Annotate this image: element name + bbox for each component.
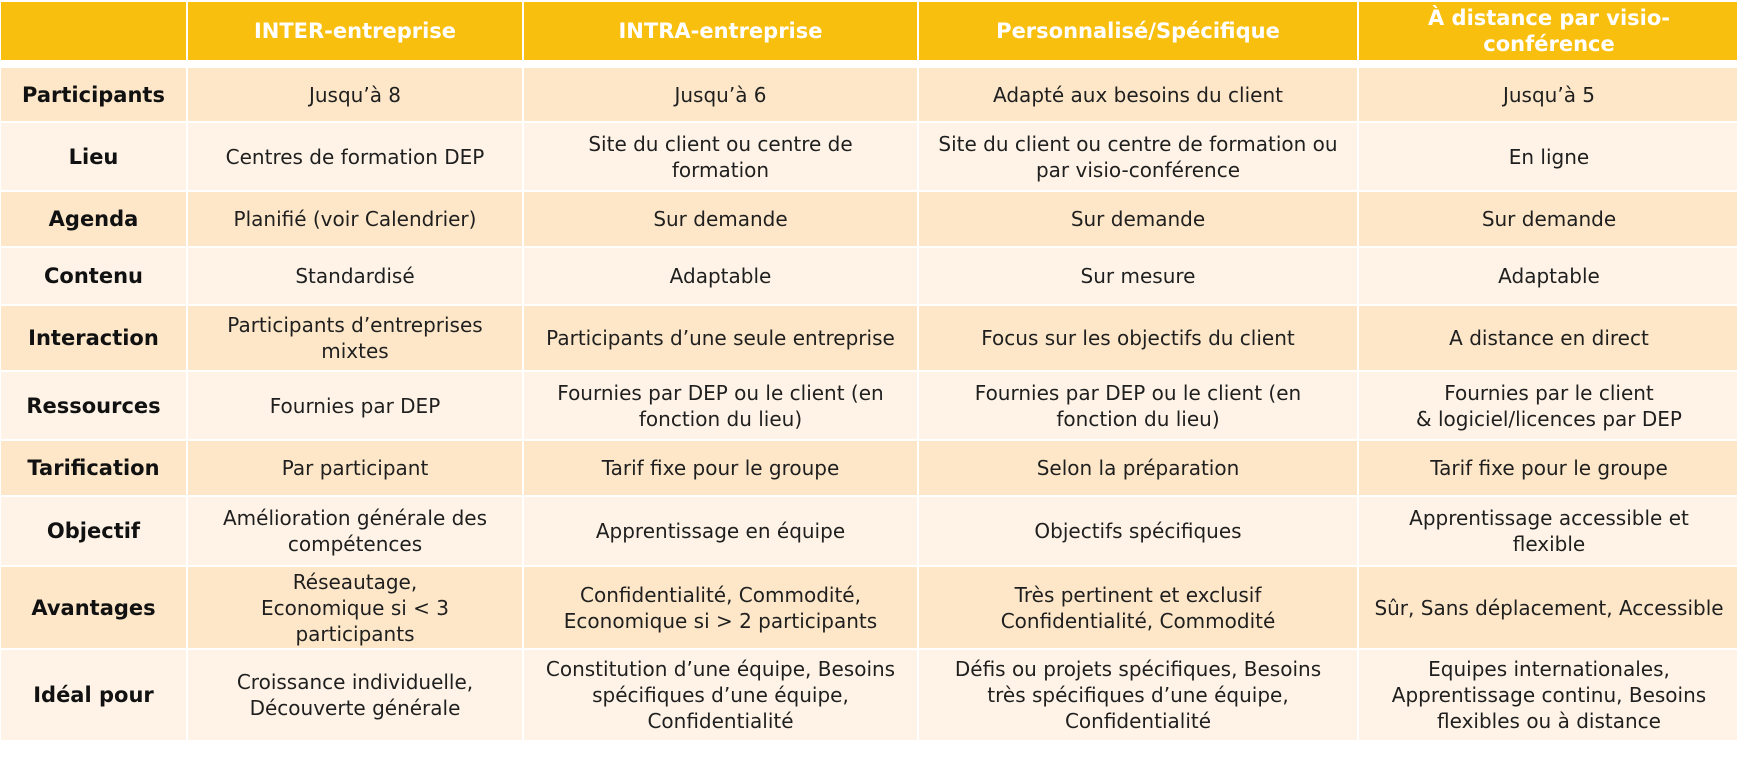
table-cell: Fournies par DEP ou le client (en fonction du lieu) <box>919 372 1357 441</box>
table-cell: Fournies par DEP ou le client (en fonction du lieu) <box>524 372 917 441</box>
table-cell: Selon la préparation <box>919 441 1357 497</box>
table-cell: Confidentialité, Commodité, Economique si > 2 participants <box>524 567 917 650</box>
table-cell: Focus sur les objectifs du client <box>919 306 1357 372</box>
row-label-agenda: Agenda <box>1 192 186 248</box>
table-cell: Jusqu’à 6 <box>524 68 917 123</box>
header-gap <box>1 60 186 68</box>
table-cell: Défis ou projets spécifiques, Besoins très spécifiques d’une équipe, Confidentialité <box>919 650 1357 742</box>
table-cell: En ligne <box>1359 123 1737 192</box>
row-label-participants: Participants <box>1 68 186 123</box>
table-cell: Fournies par le client & logiciel/licences par DEP <box>1359 372 1737 441</box>
table-cell: Croissance individuelle, Découverte générale <box>188 650 522 742</box>
comparison-table <box>1 2 1736 742</box>
table-cell: Tarif fixe pour le groupe <box>1359 441 1737 497</box>
header-corner-cell <box>1 2 186 60</box>
table-cell: Tarif fixe pour le groupe <box>524 441 917 497</box>
header-a-distance: À distance par visio-conférence <box>1359 2 1737 60</box>
table-cell: A distance en direct <box>1359 306 1737 372</box>
table-cell: Très pertinent et exclusif Confidentialité, Commodité <box>919 567 1357 650</box>
table-cell: Site du client ou centre de formation <box>524 123 917 192</box>
table-cell: Centres de formation DEP <box>188 123 522 192</box>
table-cell: Sur mesure <box>919 248 1357 306</box>
table-cell: Sûr, Sans déplacement, Accessible <box>1359 567 1737 650</box>
row-label-tarification: Tarification <box>1 441 186 497</box>
row-label-ressources: Ressources <box>1 372 186 441</box>
table-cell: Objectifs spécifiques <box>919 497 1357 567</box>
table-cell: Planifié (voir Calendrier) <box>188 192 522 248</box>
table-cell: Amélioration générale des compétences <box>188 497 522 567</box>
table-cell: Participants d’entreprises mixtes <box>188 306 522 372</box>
table-cell: Adaptable <box>524 248 917 306</box>
table-cell: Adapté aux besoins du client <box>919 68 1357 123</box>
table-cell: Réseautage, Economique si < 3 participants <box>188 567 522 650</box>
row-label-ideal-pour: Idéal pour <box>1 650 186 742</box>
row-label-interaction: Interaction <box>1 306 186 372</box>
header-gap <box>188 60 522 68</box>
row-label-avantages: Avantages <box>1 567 186 650</box>
table-cell: Fournies par DEP <box>188 372 522 441</box>
table-cell: Adaptable <box>1359 248 1737 306</box>
table-cell: Sur demande <box>1359 192 1737 248</box>
table-cell: Site du client ou centre de formation ou par visio-conférence <box>919 123 1357 192</box>
table-cell: Standardisé <box>188 248 522 306</box>
table-cell: Equipes internationales, Apprentissage continu, Besoins flexibles ou à distance <box>1359 650 1737 742</box>
table-cell: Sur demande <box>919 192 1357 248</box>
table-cell: Jusqu’à 8 <box>188 68 522 123</box>
row-label-objectif: Objectif <box>1 497 186 567</box>
row-label-contenu: Contenu <box>1 248 186 306</box>
table-cell: Sur demande <box>524 192 917 248</box>
header-personnalise: Personnalisé/Spécifique <box>919 2 1357 60</box>
header-intra-entreprise: INTRA-entreprise <box>524 2 917 60</box>
table-cell: Apprentissage accessible et flexible <box>1359 497 1737 567</box>
table-cell: Apprentissage en équipe <box>524 497 917 567</box>
header-gap <box>524 60 917 68</box>
header-gap <box>1359 60 1737 68</box>
table-cell: Constitution d’une équipe, Besoins spécifiques d’une équipe, Confidentialité <box>524 650 917 742</box>
header-gap <box>919 60 1357 68</box>
table-cell: Par participant <box>188 441 522 497</box>
header-inter-entreprise: INTER-entreprise <box>188 2 522 60</box>
table-cell: Participants d’une seule entreprise <box>524 306 917 372</box>
table-cell: Jusqu’à 5 <box>1359 68 1737 123</box>
row-label-lieu: Lieu <box>1 123 186 192</box>
